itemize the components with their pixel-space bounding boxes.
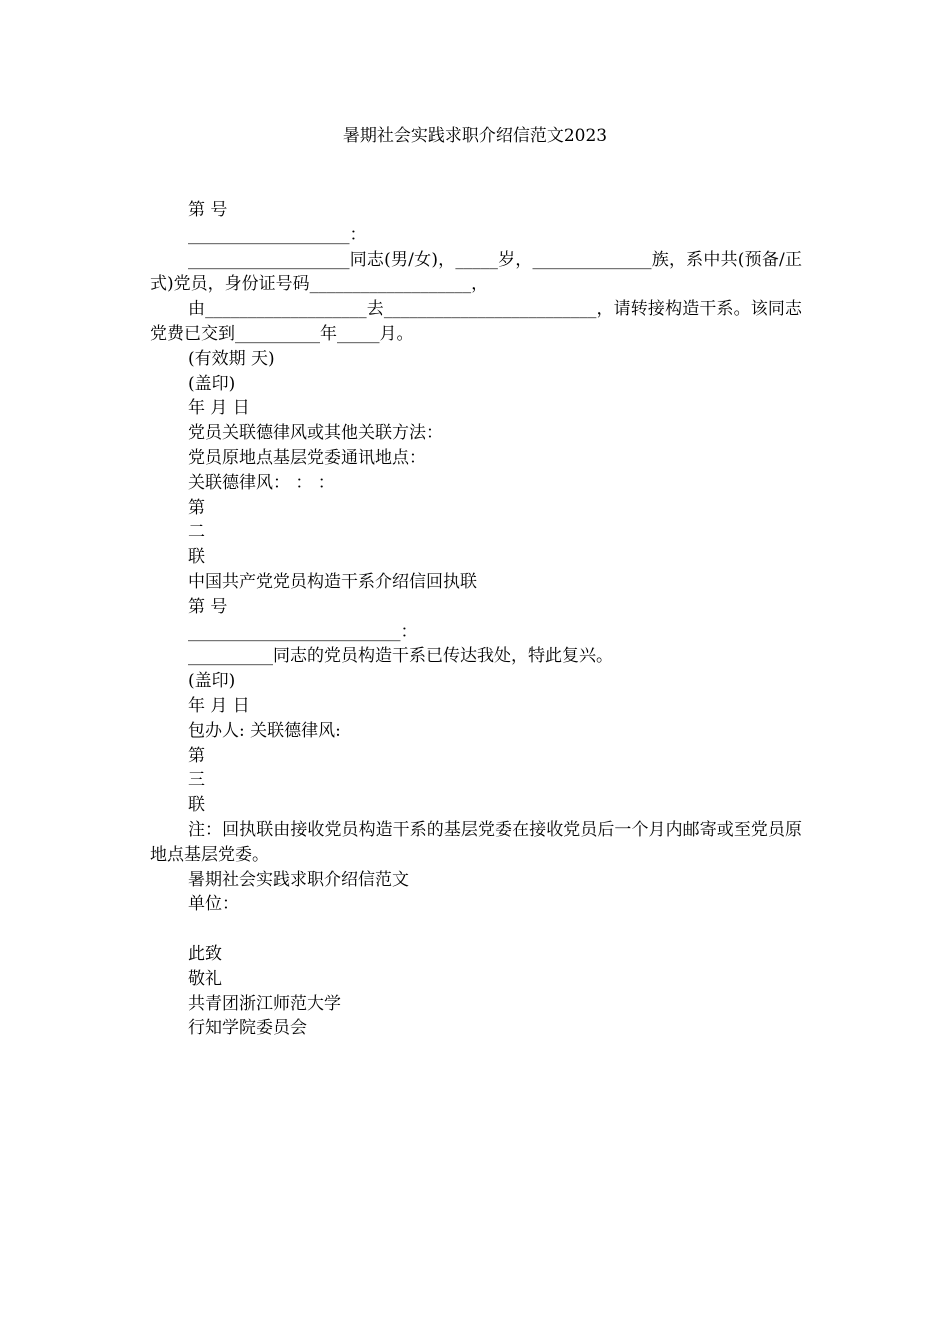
text-line: 暑期社会实践求职介绍信范文 bbox=[188, 869, 409, 890]
text-line: 联 bbox=[188, 547, 205, 568]
text-line: 联 bbox=[188, 795, 205, 816]
text-line: (盖印) bbox=[188, 671, 236, 692]
text-line: ___________________： bbox=[188, 224, 367, 245]
text-line: 党员关联德律风或其他关联方法： bbox=[188, 423, 443, 444]
paragraph: ___________________同志(男/女)，_____岁，______________族，系中共(预备/正式)党员，身份证号码___________________， bbox=[150, 249, 802, 295]
document-title: 暑期社会实践求职介绍信范文2023 bbox=[342, 126, 608, 146]
text-line: 敬礼 bbox=[188, 968, 222, 989]
text-line: 二 bbox=[188, 522, 205, 543]
text-line: 三 bbox=[188, 770, 205, 791]
text-line: 单位： bbox=[188, 894, 239, 915]
text-line: 第 bbox=[188, 497, 205, 518]
text-line: 关联德律风： ： ： bbox=[188, 472, 335, 493]
paragraph: 注：回执联由接收党员构造干系的基层党委在接收党员后一个月内邮寄或至党员原地点基层党委。 bbox=[150, 819, 802, 865]
text-line: 年 月 日 bbox=[188, 398, 250, 419]
text-line: _________________________： bbox=[188, 621, 418, 642]
blank-line bbox=[150, 917, 802, 942]
text-line: (盖印) bbox=[188, 373, 236, 394]
text-line: 第 号 bbox=[188, 596, 228, 617]
text-line: 包办人: 关联德律风: bbox=[188, 720, 341, 741]
text-line: 共青团浙江师范大学 bbox=[188, 993, 341, 1014]
text-line: 中国共产党党员构造干系介绍信回执联 bbox=[188, 571, 477, 592]
paragraph: 由___________________去_________________________，请转接构造干系。该同志党费已交到__________年_____月。 bbox=[150, 299, 802, 344]
text-line: __________同志的党员构造干系已传达我处，特此复兴。 bbox=[188, 646, 613, 667]
text-line: 党员原地点基层党委通讯地点： bbox=[188, 447, 426, 468]
document-body bbox=[150, 198, 802, 1041]
text-line: (有效期 天) bbox=[188, 348, 275, 369]
text-line: 第 号 bbox=[188, 200, 228, 220]
text-line: 第 bbox=[188, 745, 205, 766]
text-line: 行知学院委员会 bbox=[188, 1018, 307, 1039]
text-line: 年 月 日 bbox=[188, 695, 250, 716]
text-line: 此致 bbox=[188, 943, 222, 964]
